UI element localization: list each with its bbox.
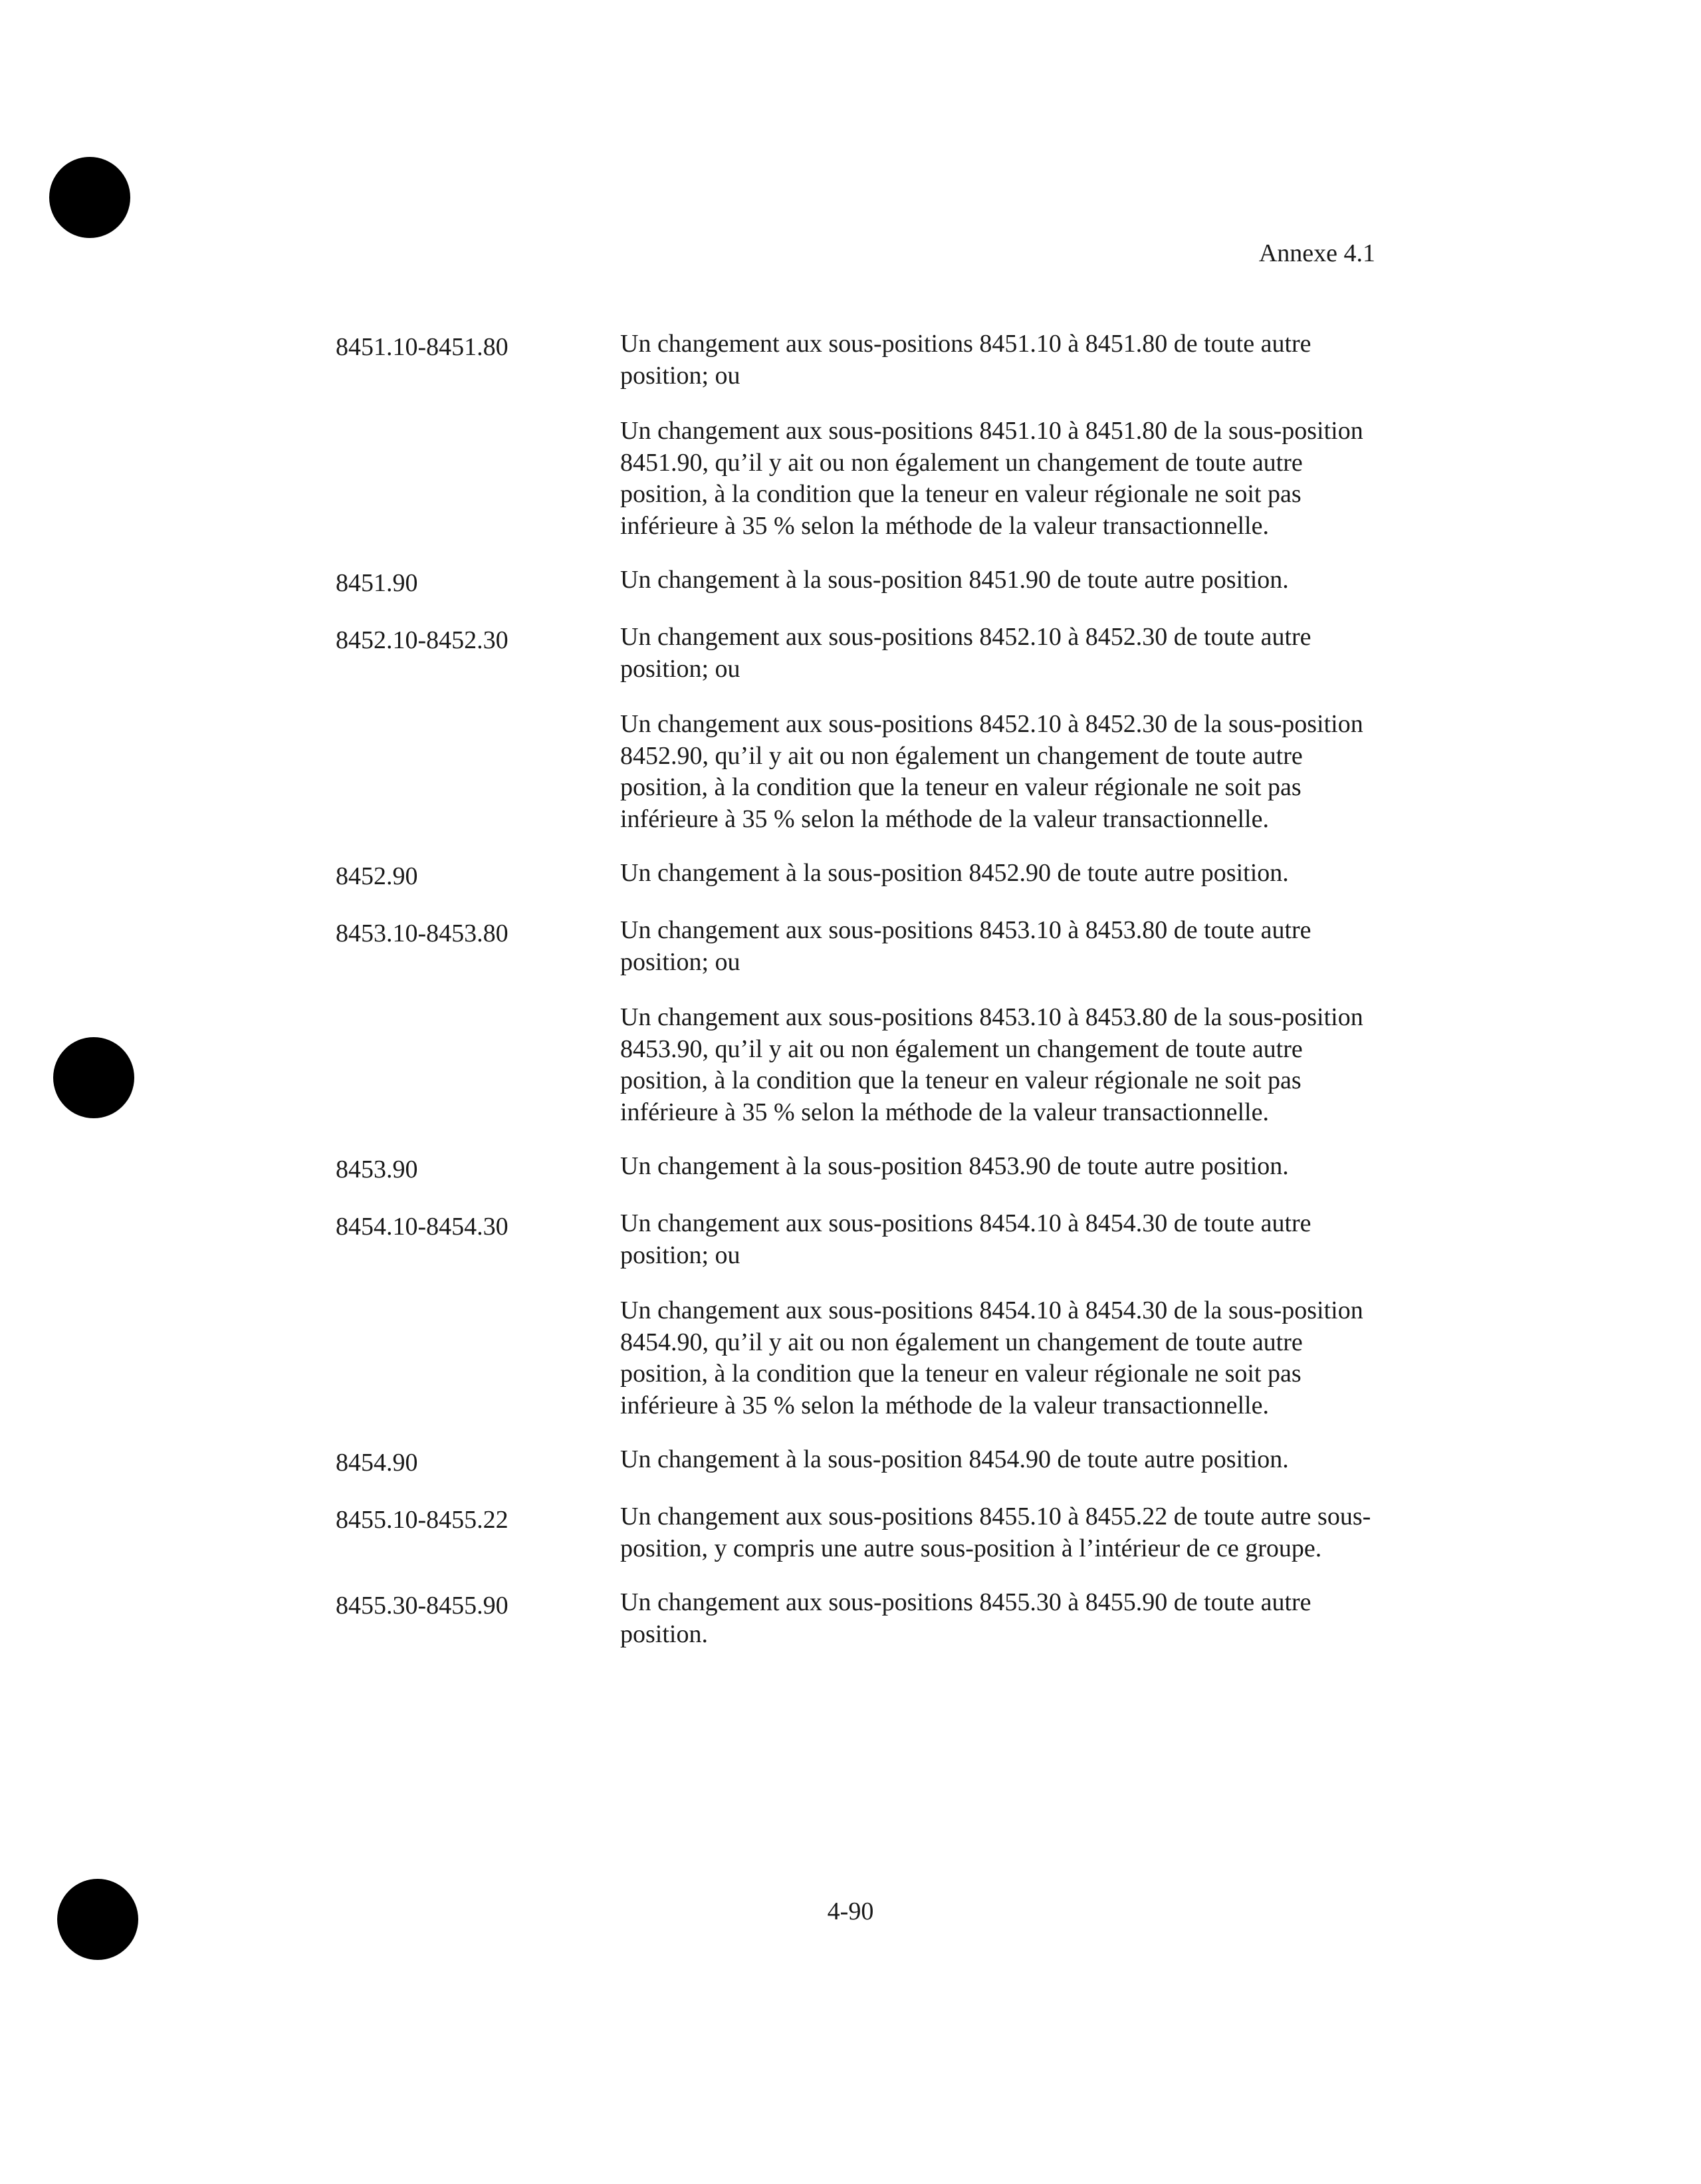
tariff-code: 8451.90 xyxy=(336,569,418,597)
tariff-code: 8452.90 xyxy=(336,862,418,890)
rule-paragraph: Un changement aux sous-positions 8455.30 à 8455.90 de toute autre position. xyxy=(620,1588,1311,1648)
tariff-code: 8453.10-8453.80 xyxy=(336,919,509,947)
rule-paragraph: Un changement aux sous-positions 8453.10 à 8453.80 de toute autre position; ou xyxy=(620,916,1311,976)
rule-row xyxy=(336,1208,1373,1421)
rule-paragraph: Un changement à la sous-position 8454.90 de toute autre position. xyxy=(620,1445,1289,1473)
tariff-code: 8453.90 xyxy=(336,1155,418,1183)
rule-row xyxy=(336,1587,1373,1650)
punch-hole xyxy=(53,1037,134,1118)
rule-row xyxy=(336,622,1373,835)
tariff-code: 8451.10-8451.80 xyxy=(336,333,509,361)
rule-paragraph: Un changement à la sous-position 8452.90 de toute autre position. xyxy=(620,859,1289,887)
rule-row xyxy=(336,328,1373,542)
rule-paragraph: Un changement aux sous-positions 8454.10 à 8454.30 de la sous-position 8454.90, qu’il y ait ou non également un changement de toute autre position, à la condition que la teneur en valeur régionale ne soit pas inférieure à 35 % selon la méthode de la valeur transactionnelle. xyxy=(620,1296,1363,1419)
rule-paragraph: Un changement aux sous-positions 8451.10 à 8451.80 de toute autre position; ou xyxy=(620,330,1311,390)
tariff-code: 8455.10-8455.22 xyxy=(336,1506,509,1534)
rule-paragraph: Un changement aux sous-positions 8455.10 à 8455.22 de toute autre sous-position, y compris une autre sous-position à l’intérieur de ce groupe. xyxy=(620,1503,1371,1562)
annex-header: Annexe 4.1 xyxy=(1258,239,1375,267)
rule-text xyxy=(620,1587,1373,1650)
rule-text xyxy=(620,915,1373,1128)
tariff-code: 8455.30-8455.90 xyxy=(336,1592,509,1620)
rule-text xyxy=(620,1444,1373,1476)
rule-paragraph: Un changement aux sous-positions 8454.10 à 8454.30 de toute autre position; ou xyxy=(620,1209,1311,1269)
tariff-code: 8452.10-8452.30 xyxy=(336,626,509,654)
tariff-code: 8454.10-8454.30 xyxy=(336,1213,509,1241)
rule-text xyxy=(620,1151,1373,1183)
page-number: 4-90 xyxy=(827,1897,874,1925)
rule-row xyxy=(336,1444,1373,1479)
rules-of-origin-list xyxy=(336,328,1373,1673)
rule-paragraph: Un changement aux sous-positions 8452.10 à 8452.30 de la sous-position 8452.90, qu’il y ait ou non également un changement de toute autre position, à la condition que la teneur en valeur régionale ne soit pas inférieure à 35 % selon la méthode de la valeur transactionnelle. xyxy=(620,710,1363,833)
rule-paragraph: Un changement à la sous-position 8453.90 de toute autre position. xyxy=(620,1152,1289,1180)
rule-text xyxy=(620,328,1373,542)
rule-paragraph: Un changement à la sous-position 8451.90 de toute autre position. xyxy=(620,566,1289,594)
rule-paragraph: Un changement aux sous-positions 8451.10 à 8451.80 de la sous-position 8451.90, qu’il y ait ou non également un changement de toute autre position, à la condition que la teneur en valeur régionale ne soit pas inférieure à 35 % selon la méthode de la valeur transactionnelle. xyxy=(620,417,1363,540)
rule-row xyxy=(336,564,1373,599)
rule-text xyxy=(620,1208,1373,1421)
rule-row xyxy=(336,858,1373,892)
rule-text xyxy=(620,1501,1373,1564)
rule-paragraph: Un changement aux sous-positions 8453.10 à 8453.80 de la sous-position 8453.90, qu’il y ait ou non également un changement de toute autre position, à la condition que la teneur en valeur régionale ne soit pas inférieure à 35 % selon la méthode de la valeur transactionnelle. xyxy=(620,1003,1363,1126)
punch-hole xyxy=(49,157,130,238)
rule-paragraph: Un changement aux sous-positions 8452.10 à 8452.30 de toute autre position; ou xyxy=(620,623,1311,683)
rule-text xyxy=(620,622,1373,835)
rule-row xyxy=(336,915,1373,1128)
rule-row xyxy=(336,1501,1373,1564)
rule-text xyxy=(620,564,1373,596)
tariff-code: 8454.90 xyxy=(336,1449,418,1477)
rule-text xyxy=(620,858,1373,890)
rule-row xyxy=(336,1151,1373,1185)
